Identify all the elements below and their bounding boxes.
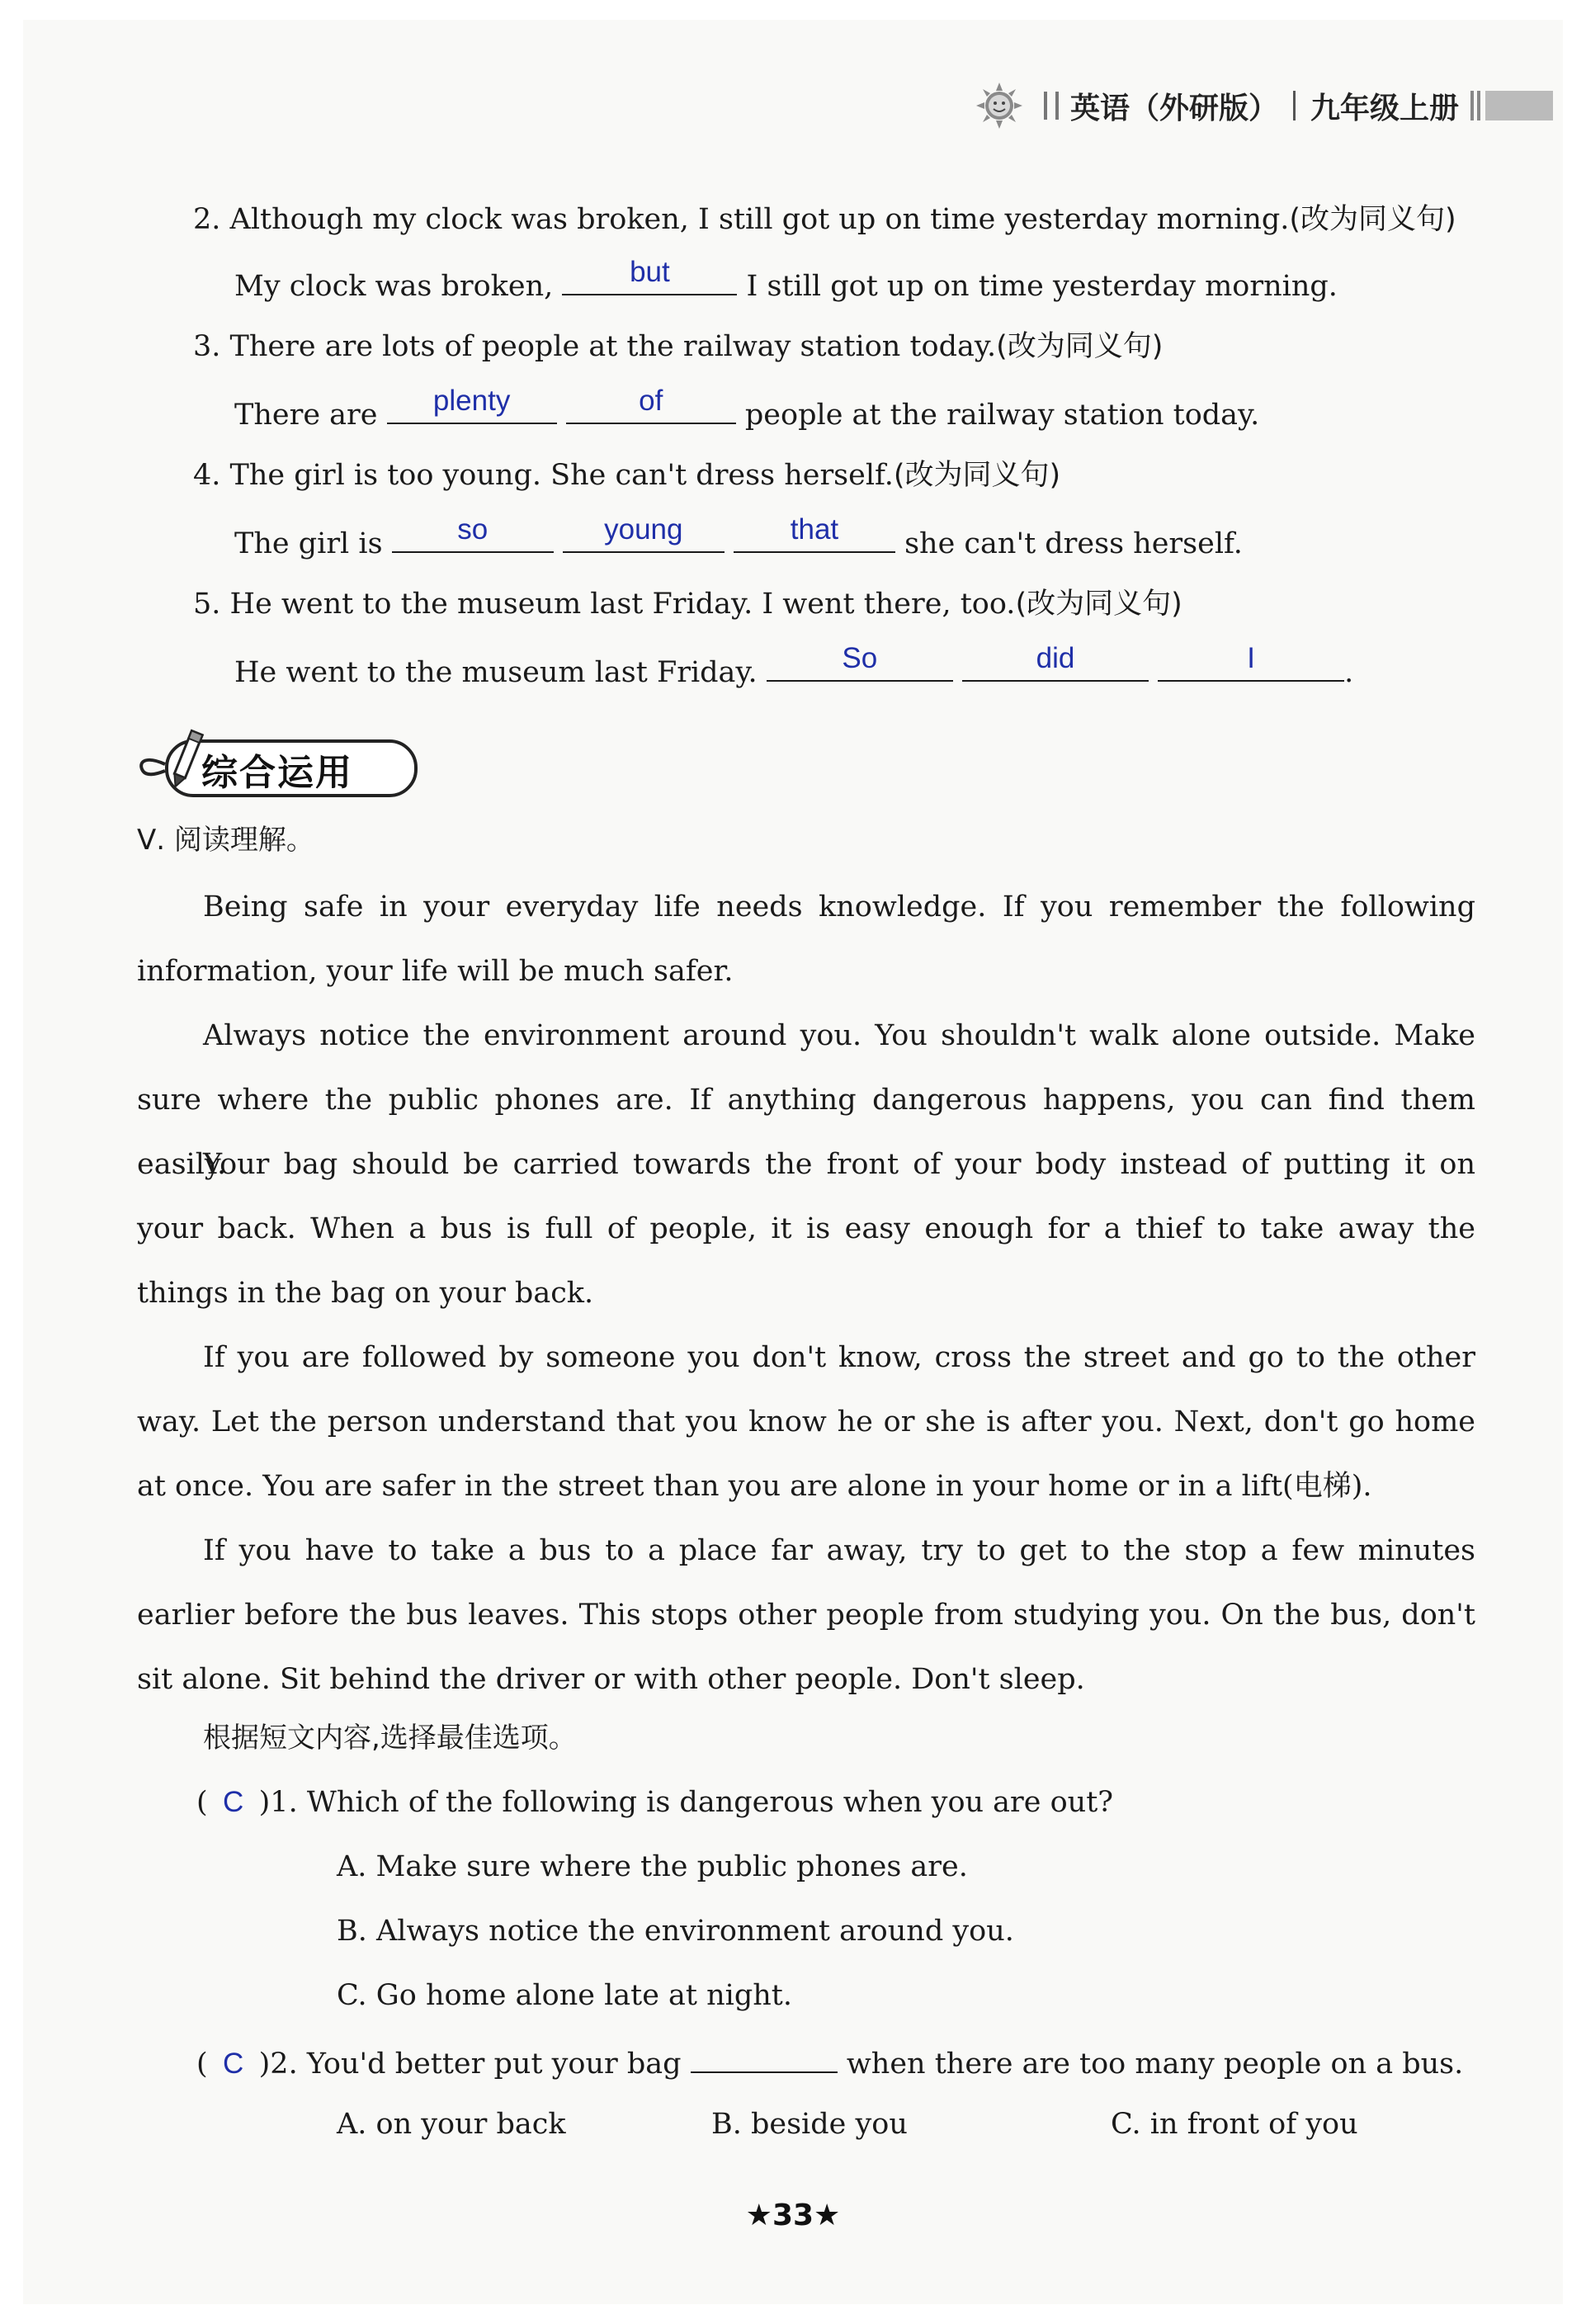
option: C. Go home alone late at night. [337, 1979, 792, 2012]
answer-tail: she can't dress herself. [904, 527, 1243, 560]
question-number: 5. [193, 588, 221, 621]
answer-lead: The girl is [234, 527, 383, 560]
question-prompt: There are lots of people at the railway station today. [229, 330, 997, 363]
fill-blank[interactable] [767, 642, 953, 682]
answer-lead: My clock was broken, [234, 270, 554, 303]
page-number [0, 2199, 1586, 2232]
header-divider [1044, 92, 1059, 120]
handwritten-answer: young [604, 513, 683, 546]
option: B. beside you [711, 2108, 908, 2141]
mc-question-1: ( C )1. Which of the following is dangerous when you are out? [196, 1786, 1114, 1819]
question-tag: (改为同义句) [996, 330, 1164, 363]
answer-tail: people at the railway station today. [744, 399, 1260, 432]
question-stem: when there are too many people on a bus. [846, 2048, 1464, 2081]
sun-logo-icon [975, 81, 1024, 130]
option: A. Make sure where the public phones are. [337, 1850, 968, 1883]
reading-paragraph: If you have to take a bus to a place far away, try to get to the stop a few minutes earlier before the bus leaves. This stops other people from studying you. On the bus, don't sit alone. Sit behind the driver or with other people. Don't sleep. [137, 1534, 1475, 1696]
reading-instruction: 根据短文内容,选择最佳选项。 [203, 1722, 577, 1755]
question-stem: Which of the following is dangerous when you are out? [306, 1786, 1114, 1819]
handwritten-answer: of [639, 385, 663, 417]
question-tag: (改为同义句) [893, 459, 1061, 492]
star-icon: ★ [814, 2199, 841, 2232]
page-number-value: 33 [772, 2199, 814, 2232]
header-end-bars [1470, 91, 1553, 120]
option: A. on your back [337, 2108, 566, 2141]
fill-blank[interactable] [734, 513, 895, 553]
handwritten-answer: So [842, 642, 878, 674]
question-tag: (改为同义句) [1015, 588, 1182, 621]
section-banner [132, 730, 422, 799]
question-tag: (改为同义句) [1289, 203, 1456, 236]
reading-paragraph: Your bag should be carried towards the front of your body instead of putting it on your back. When a bus is full of people, it is easy enough for a thief to take away the things in the bag on your back. [137, 1148, 1475, 1310]
fill-blank[interactable] [387, 385, 557, 424]
handwritten-answer: that [790, 513, 839, 546]
rewrite-answer-2 [234, 256, 1338, 305]
option: B. Always notice the environment around you. [337, 1915, 1014, 1948]
handwritten-answer: so [457, 513, 489, 546]
question-prompt: He went to the museum last Friday. I went there, too. [229, 588, 1016, 621]
question-prompt: The girl is too young. She can't dress herself. [229, 459, 894, 492]
reading-heading: Ⅴ. 阅读理解。 [137, 824, 314, 857]
answer-tail: . [1344, 656, 1354, 689]
rewrite-question-2 [193, 201, 1456, 238]
section-title: 综合运用 [201, 752, 353, 794]
question-stem: You'd better put your bag [306, 2048, 682, 2081]
fill-blank[interactable] [962, 642, 1149, 682]
handwritten-answer: did [1036, 642, 1075, 674]
handwritten-answer: but [630, 256, 670, 288]
answer-lead: There are [234, 399, 378, 432]
fill-blank[interactable] [691, 2042, 838, 2073]
question-number: 2. [193, 203, 221, 236]
question-number: 3. [193, 330, 221, 363]
rewrite-answer-5 [234, 642, 1354, 691]
handwritten-answer: plenty [432, 385, 511, 417]
fill-blank[interactable] [392, 513, 554, 553]
answer-tail: I still got up on time yesterday morning. [746, 270, 1338, 303]
fill-blank[interactable] [563, 513, 725, 553]
reading-paragraph: Always notice the environment around you. You shouldn't walk alone outside. Make sure where the public phones are. If anything dangerous happens, you can find them easily. [137, 1019, 1475, 1181]
rewrite-question-5 [193, 586, 1182, 622]
rewrite-question-3 [193, 328, 1163, 365]
question-number: )2. [258, 2048, 298, 2081]
answer-lead: He went to the museum last Friday. [234, 656, 758, 689]
rewrite-question-4 [193, 457, 1060, 494]
subject-title: 英语（外研版） [1069, 91, 1278, 125]
question-number: 4. [193, 459, 221, 492]
grade-title: 九年级上册 [1310, 91, 1459, 125]
page-header [975, 76, 1553, 135]
fill-blank[interactable] [562, 256, 737, 295]
mc-question-2: ( C )2. You'd better put your bag when there are too many people on a bus. [196, 2042, 1463, 2082]
star-icon: ★ [745, 2199, 772, 2232]
chosen-answer[interactable]: C [223, 2048, 244, 2080]
chosen-answer[interactable]: C [223, 1786, 244, 1818]
header-divider [1293, 91, 1296, 120]
question-prompt: Although my clock was broken, I still got up on time yesterday morning. [229, 203, 1290, 236]
option: C. in front of you [1111, 2108, 1358, 2141]
handwritten-answer: I [1247, 642, 1255, 674]
reading-paragraph: If you are followed by someone you don't know, cross the street and go to the other way. Let the person understand that you know he or she is after you. Next, don't go home at once. You are safer in the street than you are alone in your home or in a lift(电梯). [137, 1341, 1475, 1503]
fill-blank[interactable] [566, 385, 736, 424]
rewrite-answer-4 [234, 513, 1243, 562]
reading-paragraph: Being safe in your everyday life needs knowledge. If you remember the following information, your life will be much safer. [137, 890, 1475, 988]
fill-blank[interactable] [1158, 642, 1344, 682]
rewrite-answer-3 [234, 385, 1260, 433]
question-number: )1. [258, 1786, 298, 1819]
